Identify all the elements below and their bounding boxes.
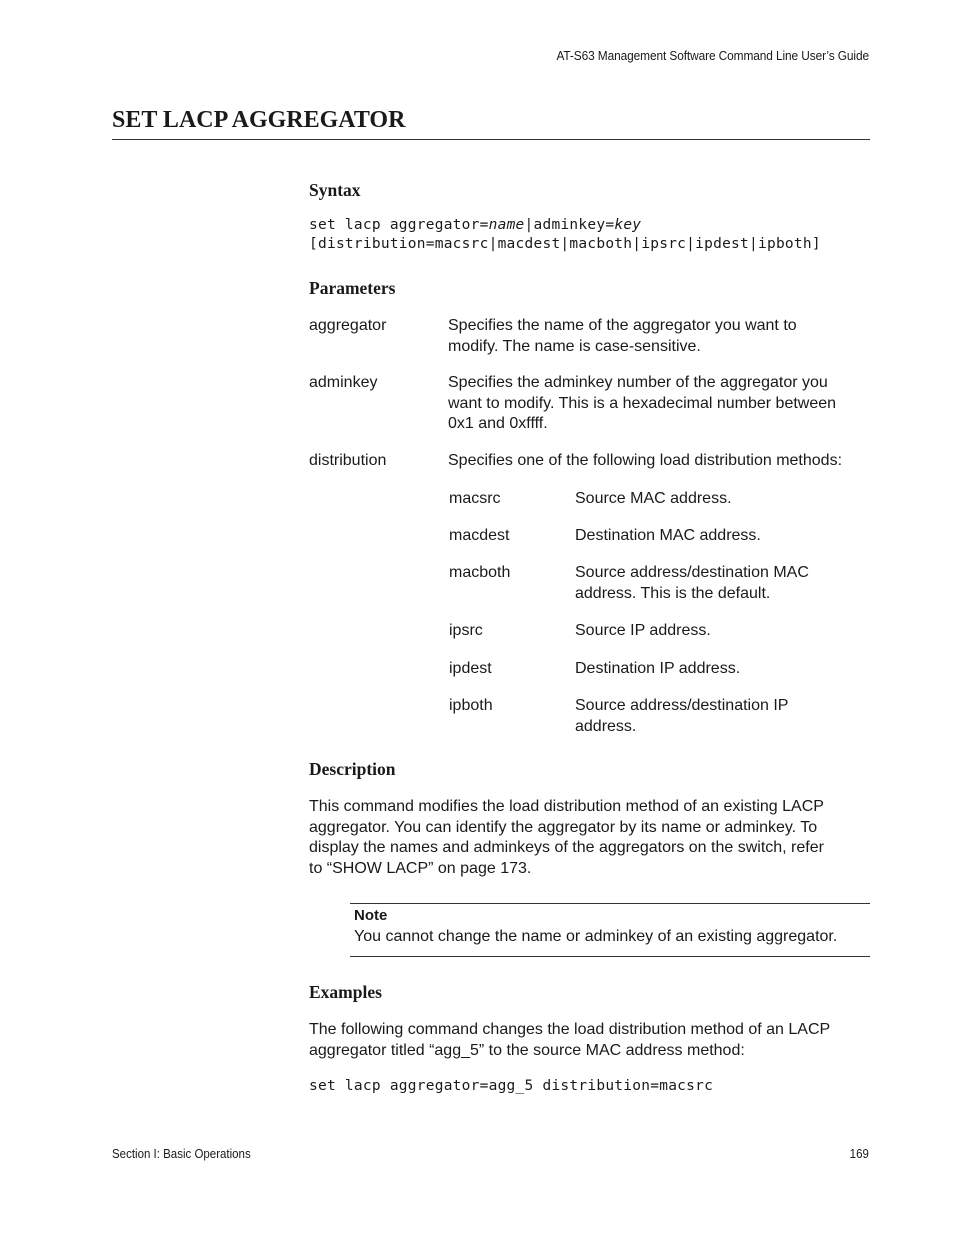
method-desc-macsrc: Source MAC address.: [575, 490, 732, 507]
desc-line: Source address/destination IP: [575, 697, 789, 714]
method-name-ipdest: ipdest: [449, 660, 492, 677]
syntax-placeholder-key: key: [614, 217, 642, 233]
syntax-text: set lacp aggregator=: [309, 217, 489, 233]
syntax-placeholder-name: name: [488, 217, 525, 233]
parameters-heading: Parameters: [309, 278, 396, 298]
syntax-text: |adminkey=: [524, 217, 615, 233]
paragraph-line: The following command changes the load distribution method of an LACP: [309, 1021, 831, 1038]
desc-line: want to modify. This is a hexadecimal number between: [448, 394, 837, 412]
method-name-ipsrc: ipsrc: [449, 622, 483, 639]
note-bottom-rule: [350, 956, 870, 957]
title-divider: [112, 139, 870, 140]
method-name-ipboth: ipboth: [449, 697, 493, 714]
syntax-line-1: [309, 217, 641, 233]
syntax-line-2: [distribution=macsrc|macdest|macboth|ipsrc|ipdest|ipboth]: [309, 236, 821, 252]
description-heading: Description: [309, 759, 396, 779]
page-title: SET LACP AGGREGATOR: [112, 107, 406, 133]
example-command: set lacp aggregator=agg_5 distribution=macsrc: [309, 1078, 714, 1094]
paragraph-line: to “SHOW LACP” on page 173.: [309, 859, 532, 877]
method-desc-macboth: [575, 563, 865, 604]
note-top-rule: [350, 903, 870, 904]
running-header: AT-S63 Management Software Command Line User’s Guide: [556, 49, 869, 63]
footer-section: Section I: Basic Operations: [112, 1147, 251, 1161]
method-desc-ipsrc: Source IP address.: [575, 622, 711, 639]
paragraph-line: aggregator titled “agg_5” to the source MAC address method:: [309, 1041, 745, 1059]
param-desc-adminkey: [448, 373, 873, 435]
syntax-heading: Syntax: [309, 180, 361, 200]
method-name-macboth: macboth: [449, 564, 511, 581]
examples-paragraph: [309, 1020, 874, 1061]
param-name-adminkey: adminkey: [309, 374, 378, 391]
footer-page-number: 169: [849, 1147, 869, 1161]
method-name-macsrc: macsrc: [449, 490, 501, 507]
paragraph-line: aggregator. You can identify the aggregator by its name or adminkey. To: [309, 818, 818, 836]
desc-line: 0x1 and 0xffff.: [448, 415, 548, 432]
examples-heading: Examples: [309, 982, 382, 1002]
method-desc-ipboth: [575, 696, 865, 737]
param-name-aggregator: aggregator: [309, 317, 387, 334]
desc-line: address. This is the default.: [575, 584, 771, 602]
desc-line: Specifies the adminkey number of the aggregator you: [448, 374, 828, 391]
method-desc-macdest: Destination MAC address.: [575, 527, 761, 544]
note-text: You cannot change the name or adminkey of an existing aggregator.: [354, 928, 838, 945]
desc-line: Specifies the name of the aggregator you want to: [448, 317, 797, 334]
desc-line: Source address/destination MAC: [575, 564, 809, 581]
desc-line: modify. The name is case-sensitive.: [448, 337, 701, 355]
method-name-macdest: macdest: [449, 527, 510, 544]
desc-line: Specifies one of the following load distribution methods:: [448, 452, 843, 469]
description-paragraph: [309, 797, 874, 879]
param-desc-aggregator: [448, 316, 873, 357]
desc-line: address.: [575, 717, 637, 735]
param-desc-distribution: [448, 451, 873, 472]
param-name-distribution: distribution: [309, 452, 387, 469]
paragraph-line: This command modifies the load distribution method of an existing LACP: [309, 798, 824, 815]
paragraph-line: display the names and adminkeys of the aggregators on the switch, refer: [309, 839, 824, 856]
method-desc-ipdest: Destination IP address.: [575, 660, 741, 677]
note-label: Note: [354, 907, 388, 924]
